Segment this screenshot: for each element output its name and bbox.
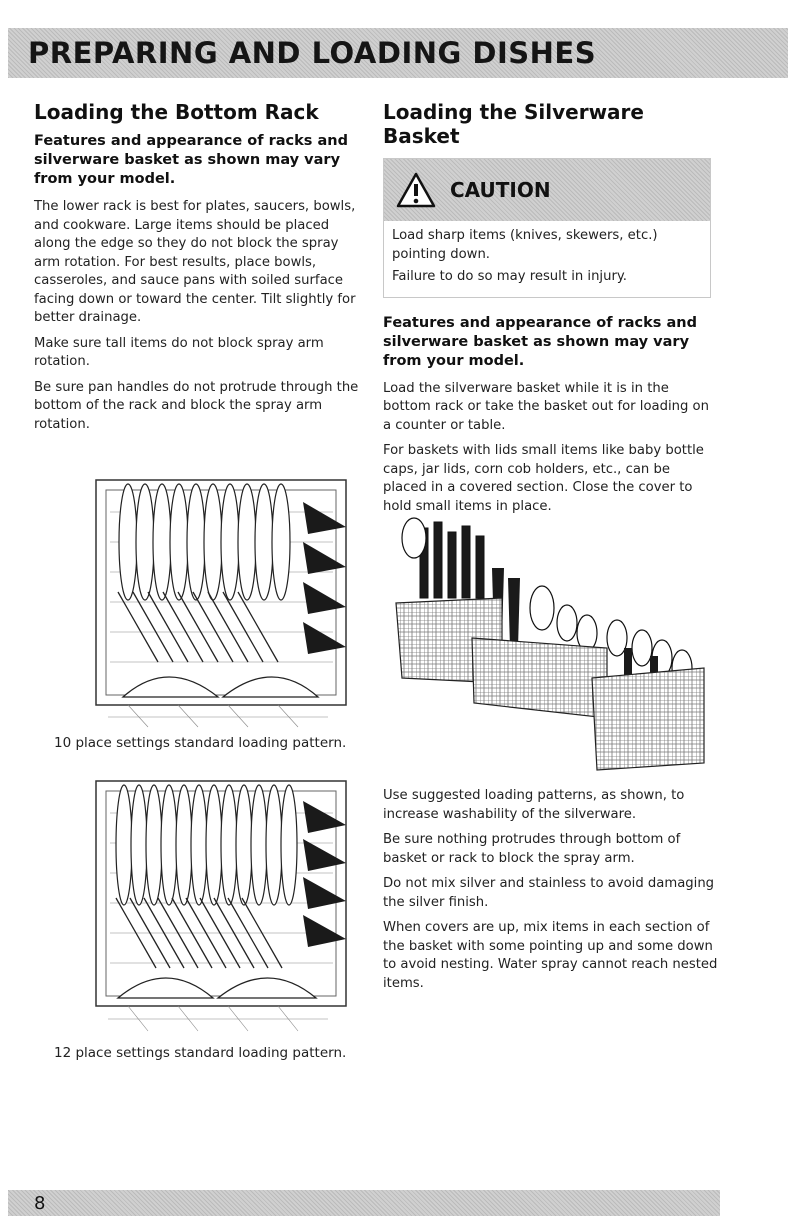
rack-12-place-illustration — [88, 773, 358, 1035]
bottom-rack-lead: Features and appearance of racks and silverware basket as shown may vary from your model. — [34, 133, 348, 187]
rack-10-place-illustration — [88, 472, 358, 732]
figure-2-caption: 12 place settings standard loading pattern. — [54, 1045, 347, 1061]
bottom-rack-heading: Loading the Bottom Rack — [34, 100, 319, 124]
figure-1-caption: 10 place settings standard loading pattern. — [54, 735, 347, 751]
right-column — [383, 100, 713, 523]
silverware-paragraph-5: Do not mix silver and stainless to avoid damaging the silver finish. — [383, 876, 715, 910]
silverware-paragraph-2: For baskets with lids small items like baby bottle caps, jar lids, corn cob holders, etc., can be placed in a covered section. Close the cover to hold small items in place. — [383, 443, 704, 514]
silverware-basket-illustration — [392, 508, 710, 778]
page-footer — [8, 1190, 720, 1216]
page-title: PREPARING AND LOADING DISHES — [28, 36, 597, 70]
caution-header — [384, 159, 710, 221]
silverware-paragraph-3: Use suggested loading patterns, as shown, to increase washability of the silverware. — [383, 788, 685, 822]
bottom-rack-paragraph-3: Be sure pan handles do not protrude through the bottom of the rack and block the spray arm rotation. — [34, 379, 359, 432]
caution-title: CAUTION — [450, 178, 551, 202]
caution-body — [384, 221, 710, 297]
silverware-paragraph-6: When covers are up, mix items in each section of the basket with some pointing up and some down to avoid nesting. Water spray cannot reach nested items. — [383, 920, 718, 991]
section-banner — [8, 28, 788, 78]
warning-triangle-icon — [396, 172, 436, 208]
caution-line-2: Failure to do so may result in injury. — [392, 269, 627, 284]
silverware-paragraph-4: Be sure nothing protrudes through bottom of basket or rack to block the spray arm. — [383, 832, 681, 866]
right-column-bottom — [383, 787, 718, 1000]
bottom-rack-paragraph-2: Make sure tall items do not block spray arm rotation. — [34, 335, 324, 369]
page-number: 8 — [34, 1192, 46, 1214]
left-column — [34, 100, 364, 441]
silverware-basket-lead: Features and appearance of racks and silverware basket as shown may vary from your model. — [383, 314, 697, 369]
caution-line-1: Load sharp items (knives, skewers, etc.) pointing down. — [392, 228, 658, 262]
caution-box — [383, 158, 711, 298]
bottom-rack-paragraph-1: The lower rack is best for plates, saucers, bowls, and cookware. Large items should be placed along the edge so they do not block the spray arm rotation. For best results, place bowls, casseroles, and sauce pans with soiled surface facing down or toward the center. Tilt slightly for better drainage. — [34, 199, 356, 325]
silverware-basket-heading: Loading the Silverware Basket — [383, 100, 644, 148]
silverware-paragraph-1: Load the silverware basket while it is in the bottom rack or take the basket out for loading on a counter or table. — [383, 380, 709, 433]
